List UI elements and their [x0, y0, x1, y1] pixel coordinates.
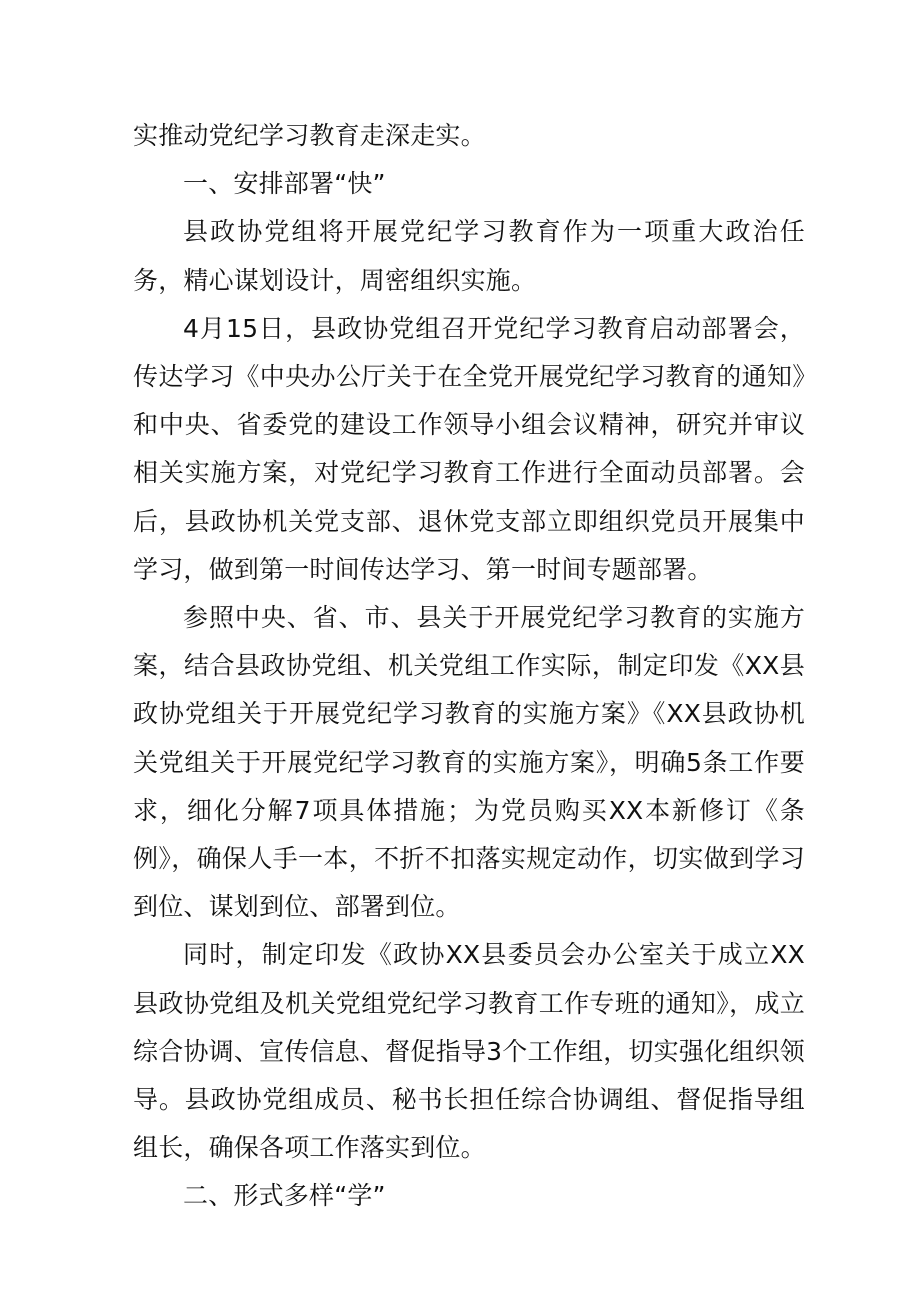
- document-body: [133, 112, 805, 1221]
- body-paragraph-2: 4月15日，县政协党组召开党纪学习教育启动部署会，传达学习《中央办公厅关于在全党开展党纪学习教育的通知》和中央、省委党的建设工作领导小组会议精神，研究并审议相关实施方案，对党纪学习教育工作进行全面动员部署。会后，县政协机关党支部、退休党支部立即组织党员开展集中学习，做到第一时间传达学习、第一时间专题部署。: [133, 313, 805, 584]
- section-heading-2: 二、形式多样“学”: [183, 1181, 386, 1211]
- continuation-paragraph: 实推动党纪学习教育走深走实。: [133, 121, 486, 150]
- body-paragraph-4: 同时，制定印发《政协XX县委员会办公室关于成立XX县政协党组及机关党组党纪学习教育工作专班的通知》，成立综合协调、宣传信息、督促指导3个工作组，切实强化组织领导。县政协党组成员、秘书长担任综合协调组、督促指导组组长，确保各项工作落实到位。: [133, 940, 805, 1163]
- body-paragraph-3: 参照中央、省、市、县关于开展党纪学习教育的实施方案，结合县政协党组、机关党组工作实际，制定印发《XX县政协党组关于开展党纪学习教育的实施方案》《XX县政协机关党组关于开展党纪学习教育的实施方案》，明确5条工作要求，细化分解7项具体措施；为党员购买XX本新修订《条例》，确保人手一本，不折不扣落实规定动作，切实做到学习到位、谋划到位、部署到位。: [133, 603, 805, 922]
- body-paragraph-1: 县政协党组将开展党纪学习教育作为一项重大政治任务，精心谋划设计，周密组织实施。: [133, 217, 805, 295]
- section-heading-1: 一、安排部署“快”: [183, 169, 386, 199]
